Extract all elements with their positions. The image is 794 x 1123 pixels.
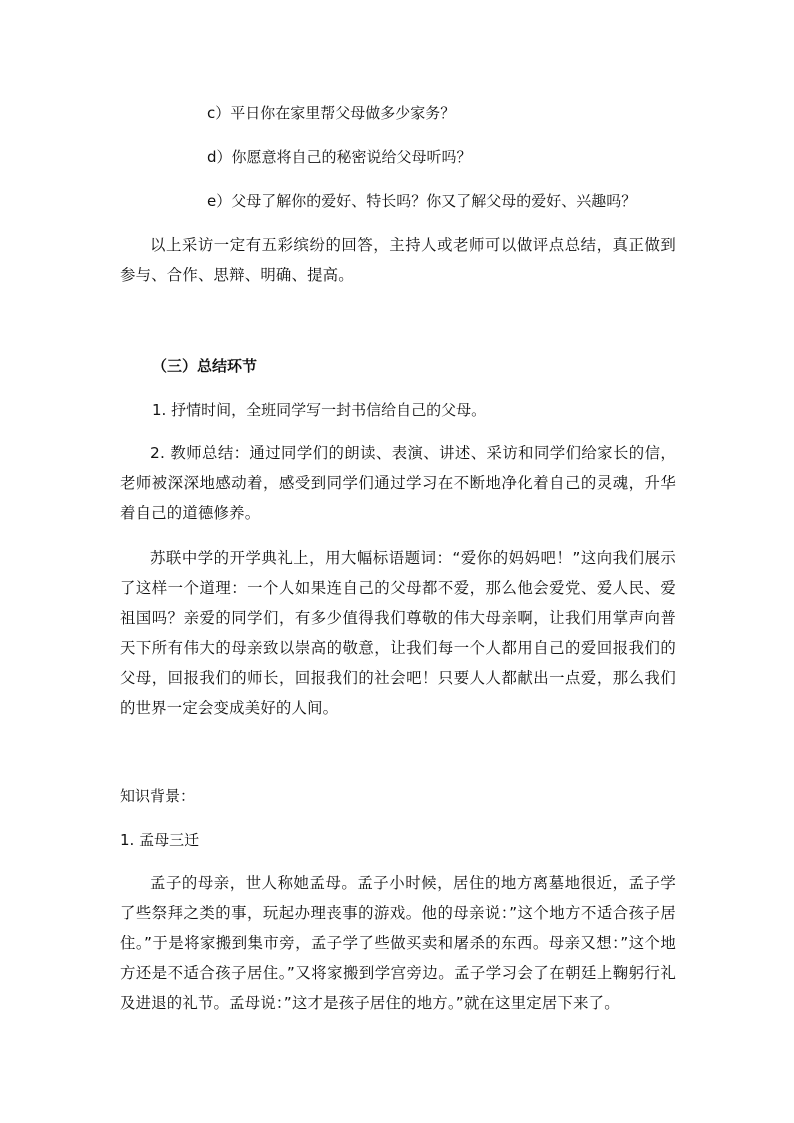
background-item-title: 1. 孟母三迁 bbox=[120, 831, 200, 849]
section-item-1: 1. 抒情时间，全班同学写一封书信给自己的父母。 bbox=[152, 401, 487, 419]
summary-paragraph: 以上采访一定有五彩缤纷的回答，主持人或老师可以做评点总结，真正做到参与、合作、思辩、明确、提高。 bbox=[120, 236, 676, 284]
background-item-text: 孟子的母亲，世人称她孟母。孟子小时候，居住的地方离墓地很近，孟子学了些祭拜之类的事，玩起办理丧事的游戏。他的母亲说：”这个地方不适合孩子居住。”于是将家搬到集市旁，孟子学了些做买卖和屠杀的东西。母亲又想：”这个地方还是不适合孩子居住。”又将家搬到学宫旁边。孟子学习会了在朝廷上鞠躬行礼及进退的礼节。孟母说：”这才是孩子居住的地方。”就在这里定居下来了。 bbox=[120, 874, 676, 1012]
question-d: d）你愿意将自己的秘密说给父母听吗？ bbox=[207, 148, 472, 166]
background-label: 知识背景： bbox=[120, 787, 196, 805]
question-e: e）父母了解你的爱好、特长吗？你又了解父母的爱好、兴趣吗？ bbox=[207, 192, 637, 210]
section-heading: （三）总结环节 bbox=[152, 357, 258, 375]
question-c: c）平日你在家里帮父母做多少家务？ bbox=[207, 104, 456, 122]
closing-paragraph: 苏联中学的开学典礼上，用大幅标语题词：“爱你的妈妈吧！”这向我们展示了这样一个道理：一个人如果连自己的父母都不爱，那么他会爱党、爱人民、爱祖国吗？亲爱的同学们，有多少值得我们尊敬的伟大母亲啊，让我们用掌声向普天下所有伟大的母亲致以崇高的敬意，让我们每一个人都用自己的爱回报我们的父母，回报我们的师长，回报我们的社会吧！只要人人都献出一点爱，那么我们的世界一定会变成美好的人间。 bbox=[120, 549, 676, 717]
section-item-2: 2. 教师总结：通过同学们的朗读、表演、讲述、采访和同学们给家长的信，老师被深深地感动着，感受到同学们通过学习在不断地净化着自己的灵魂，升华着自己的道德修养。 bbox=[120, 444, 676, 522]
